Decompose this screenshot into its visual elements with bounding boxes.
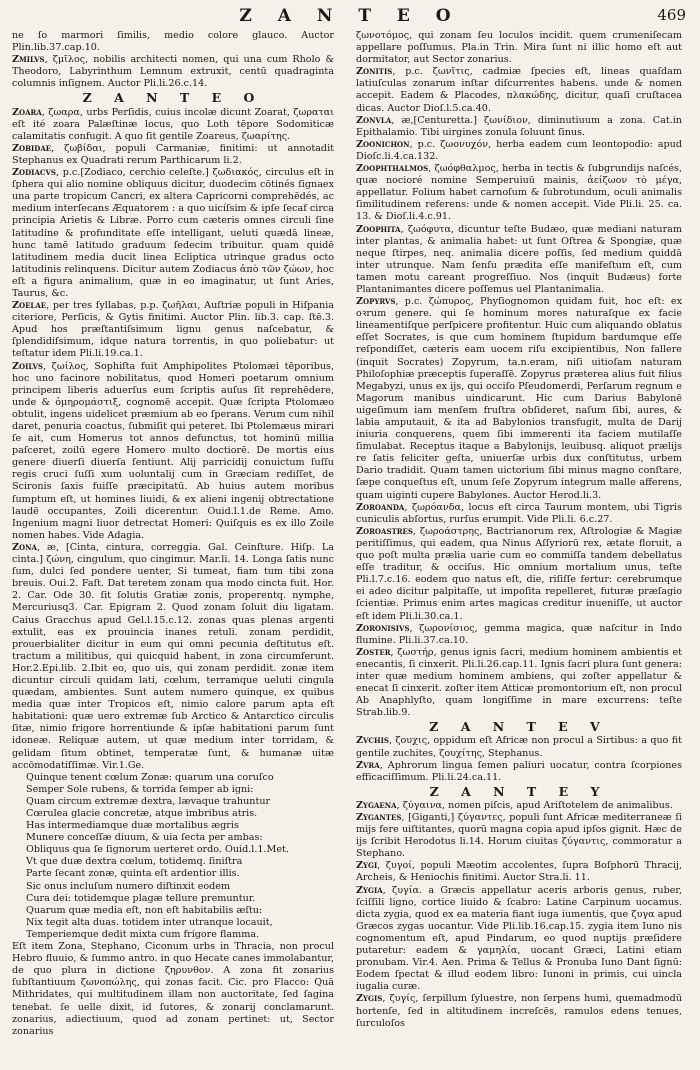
entry-headword: Zona [12,541,37,553]
entry-headword: Zmilvs [12,54,45,66]
entry-headword: Zoroanda [356,501,405,513]
entry-headword: Zygia [356,884,383,896]
page-title: Z A N T E O [239,6,461,26]
entry-text: p.c. ζώπυρος, Phyſiognomon quidam fuit, hoc eſt: ex oꝛrum genere. qui ſe hominum mores naturaſque ex facie lineamentiſque perſpicere profitentur. Huic cum aliquando oblatus eſſet Socrates, is que cum hominem ſtupidum bardumque eſſe reſpondiſſet, cæteris eam uocem riſu excipientibus, Non fallere (inquit Socrates) Zopyrum, ta.n.eram, niſi uitioſam naturam Philoſophiæ præceptis ſuperaſſē. Zopyrus præterea alius fuit filius Megabyzi, unus ex ijs, qui occiſo Pſeudomerdi, Perſarum regnum e Magorum manibus uindicarunt. Hic cum Darius Babylonē uigeſimum iam menſem fruſtra obſideret, naſum ſibi, aures, & labia amputauit, & ita ad Babylonios transfugit, multa de Darij iniuria conquerens, quem ſibi immerenti ita faciem mutilaſſe ſimulabat. Receptus itaque a Babylonijs, leuibusq. aliquot prælijs re ſatis feliciter geſta, uniuerſæ urbis dux conſtitutus, urbem Dario tradidit. Quam tamen uictorium ſibi minus magno conſtare, ſæpe conqueſtus eſt, unum ſeſe Zopyrum integrum malle afferens, quam uiginti cupere Babylones. Auctor Herod.li.3. [356,296,682,501]
section-heading: Z A N T E V [429,719,609,735]
entry-headword: Zygis [356,993,383,1005]
verse-line: Cura dei: totidemque plagæ tellure premuntur. [26,892,256,904]
dictionary-entry: Zoonichon, p.c. ζωονυχόν, herba eadem cum leontopodio: apud Dioſc.li.4.ca.132. [356,138,682,162]
entry-headword: Zoophthalmos [356,163,429,175]
entry-text: ζωνοτόμος, qui zonam ſeu loculos incidit. quem crumeniſecam appellare poſſumus. Pla.in Trin. Mira ſunt ni illic homo eſt aut dormitator, aut Sector zonarius. [356,30,682,66]
entry-headword: Zodiacvs [12,167,56,179]
entry-headword: Zoara [12,106,42,118]
dictionary-entry: Zygis, ζυγίς, ſerpillum ſyluestre, non ſerpens humi, quemadmodū hortenſe, ſed in altitudinem increſcēs, ramulos edens tenues, ſurculoſos [356,993,682,1029]
dictionary-entry: Zygia, ζυγία. a Græcis appellatur aceris arboris genus, ruber, ſciſſili ligno, cortice liuido & ſcabro: Latine Carpinum uocamus. dicta zygia, quod ex ea materia fiant iuga iumentis, que ζυγα apud Græcos zygas uocantur. Vide Pli.lib.16.cap.15. zygia item Iuno nis cognomentum eſt, apud Pindarum, eo quod nuptijs præſidere putaretur: eadem & γαμηλία, uocant Græci, Latini etiam pronubam. Vir.4. Aen. Prima & Tellus & Pronuba Iuno Dant ſignū: Eodem ſpectat & illud eodem libro: Iunoni in primis, cui uincla iugalia curæ. [356,884,682,993]
verse-line: Vt que duæ dextra cœlum, totidemq. ſiniſtra [26,856,243,868]
entry-headword: Zobidae [12,142,52,154]
entry-text: æ,[Centuretta.] ζωνίδιον, diminutiuum a zona. Cat.in Epithalamio. Tibi uirgines zonula ſoluunt ſinus. [356,114,682,138]
entry-text: Eſt item Zona, Stephano, Ciconum urbs in Thracia, non procul Hebro fluuio, & ſummo antro. in quo Hecate canes immolabantur, de quo plura in dictione ζηρυνθον. A zona fit zonarius ſubſtantiuum ζωνοπώλης, qui zonas facit. Cic. pro Flacco: Quā Mithridates, qui multitudinem illam non auctoritate, ſed ſagina tenebat. ſe uelle dixit, id ſutores, & zonarij conclamarunt. zonarius, adiectiuum, quod ad zonam pertinet: ut, Sector zonarius [12,941,334,1037]
entry-headword: Zvra [356,759,380,771]
entry-headword: Zoronisivs [356,622,410,634]
entry-text: ζωστήρ, genus ignis ſacri, medium hominem ambientis et enecantis, ſi cinxerit. Pli.li.26.cap.11. Ignis ſacri plura ſunt genera: inter quæ medium hominem ambiens, qui zoſter appellatur & enecat ſi cinxerit. zoſter item Atticæ promontorium eſt, non procul Ab Anaphlyſto, quam longiſſime in mare excurrens: teſte Strab.lib.9. [356,646,682,719]
section-heading: Z A N T E Y [429,783,609,799]
entry-text: ζυγίς, ſerpillum ſyluestre, non ſerpens humi, quemadmodū hortenſe, ſed in altitudinem increſcēs, ramulos edens tenues, ſurculoſos [356,993,682,1029]
entry-headword: Zvchis [356,735,389,747]
dictionary-entry: Zoophita, ζωόφυτα, dicuntur teſte Budæo, quæ mediani naturam inter plantas, & animalia habet: ut ſunt Oſtrea & Spongiæ, quæ neque ſtirpes, neq. animalia dicere poſſis, ſed medium quiddā inter utrunque. Nam ſenſu prædita eſſe manifeſtum eſt, cum tamen motu careant progreſſiuo. Nos (inquit Budæus) forte Plantanimantes dicere poſſemus uel Plantanimalia. [356,223,682,295]
entry-headword: Zopyrvs [356,296,396,308]
entry-text: ζωόφθαλμος, herba in tectis & ſubgrundijs naſcés, quæ nocioré nomine Semperuiuū mainis, ἀείζωον τὸ μέγα, appellatur. Folium habet carnoſum & ſubrotundum, oculi animalis ſimilitudinem referens: unde & nomen accepit. Vide Pli.li. 25. ca. 13. & Dioſ.li.4.c.91. [356,163,682,223]
entry-text: per tres ſyllabas, p.p. ζωῆλαι, Auſtriæ populi in Hiſpania citeriore, Perſicis, & Gytis finitimi. Auctor Plin. lib.3. cap. ſtē.3. Apud hos præſtantiſsimum lignu genus naſcebatur, & ſplendidiſsimum, idque natura torrentis, in quo poliebatur: ut teſtatur idem Pli.li.19.ca.1. [12,300,334,360]
dictionary-entry [12,941,334,1038]
dictionary-entry: Zodiacvs, p.c.[Zodiaco, cerchio celeſte.] ζωδιακός, circulus eſt in ſphera qui alio nomine obliquus dicitur, duodecim cōtinés ſignaex una parte tropicum Cancri, ex altera Capricorni comprehēdés, ac medium interſecans Æquatorem : a quo uicíſsim & ipſe ſecaf circa principia Arietis & Libræ. Porro cum cæteris omnes circuli ſine latitudine & profunditate eſſe intelligant, ueluti quædā lineæ, hunc tamē latitudo graduum ſedecim tribuitur. quam quidē latitudinem media ducit linea Ecliptica utrinque gradus octo latitudinis relinquens. Dicitur autem Zodiacus ἀπὸ τῶν ζώων, hoc eſt a figura animalium, quæ in eo imaginatur, ut ſunt Aries, Taurus, &c. [12,167,334,299]
verse-line: Sic onus incluſum numero diſtinxit eodem [26,880,231,892]
dictionary-entry: Zygi, ζυγοί, populi Mæotim accolentes, ſupra Boſphorū Thracij, Archeis, & Heniochis finitimi. Auctor Stra.li. 11. [356,860,682,884]
page-number: 469 [657,6,686,24]
entry-headword: Zoonichon [356,138,410,150]
verse-quotation [12,772,334,941]
right-column [356,30,682,1058]
verse-line: Temperiemque dedit mixta cum frigore flamma. [26,928,260,940]
entry-headword: Zoilvs [12,360,43,372]
entry-text: ζωίλος, Sophiſta fuit Amphipolites Ptolomæi tēporibus, hoc uno facinore nobilitatus, quod Homeri poetarum omnium principem liberis aduerſus eum ſcriptis auſus ſit reprehēdere, unde & ὁμηρομάστιξ, cognomē accepit. Quæ ſcripta Ptolomæo obtulit, ingens uidelicet præmium ab eo ſperans. Verum cum nihil daret, penuria coactus, ſubmiſit qui peteret. Ibi Ptolemæus mirari ſe ait, cum Homerus tot annos defunctus, tot hominū millia paſceret, zoilū egere Homero multo doctiorē. De mortis eius genere diuerſi diuerſa ſentiunt. Alij parricidij conuictum ſuſſu regis cruci ſuſſi xum uoluntalij cum in Græciam rediſſet, de Scironis ſaxis fuiſſe præcipitatū. Ab huius autem moribus ſumptum eſt, ut homines liuidi, & ex alieni ingenij obtrectatione laudē occupantes, Zoili dicerentur. Ouid.l.1.de Reme. Amo. Ingenium magni liuor detrectat Homeri: Quiſquis es ex illo Zoile nomen habes. Vide Adagia. [12,360,334,541]
entry-text: ne ſo marmori ſimilis, medio colore glauco. Auctor Plin.lib.37.cap.10. [12,30,334,54]
entry-text: p.c. ζωνῖτις, cadmiæ ſpecies eſt, lineas quaſdam latiuſculas zonarum inſtar diſcurrentes habens. unde & nomen accepit. Eadem & Placodes, πλακώδης, dicitur, quaſi cruſtacea dicas. Auctor Dioſ.l.5.ca.40. [356,66,682,114]
entry-text: ζυγοί, populi Mæotim accolentes, ſupra Boſphorū Thracij, Archeis, & Heniochis finitimi. Auctor Stra.li. 11. [356,860,682,884]
dictionary-entry: Zygaena, ζύγαινα, nomen piſcis, apud Ariſtotelem de animalibus. [356,799,673,811]
verse-line: Cœrulea glacie concretæ, atque imbribus atris. [26,808,258,819]
dictionary-entry: Zygantes, [Giganti,] ζύγαντες, populi ſunt Africæ mediterraneæ ſi mijs fere uiſtitantes, quorū magna copia apud ipſos gignit. Hæc de ijs ſcribit Herodotus li.14. Horum ciuitas ζύγαντις, commoratur a Stephano. [356,812,682,860]
verse-line: Parte ſecant zonæ, quinta eſt ardentior illis. [26,868,240,880]
dictionary-entry: Zonvla, æ,[Centuretta.] ζωνίδιον, diminutiuum a zona. Cat.in Epithalamio. Tibi uirgines zonula ſoluunt ſinus. [356,114,682,138]
left-column [12,30,334,1058]
entry-headword: Zoster [356,646,391,658]
entry-headword: Zoophita [356,223,401,235]
entry-text: ζωρόανδα, locus eſt circa Taurum montem, ubi Tigris cuniculis abſortus, rurſus erumpit. Vide Pli.li. 6.c.27. [356,501,682,525]
entry-headword: Zonvla [356,114,392,126]
entry-text: ζωβίδαι, populi Carmaniæ, finitimi: ut annotadit Stephanus ex Quadrati rerum Parthicarum li.2. [12,142,334,166]
dictionary-entry: Zoster, ζωστήρ, genus ignis ſacri, medium hominem ambientis et enecantis, ſi cinxerit. Pli.li.26.cap.11. Ignis ſacri plura ſunt genera: inter quæ medium hominem ambiens, qui zoſter appellatur & enecat ſi cinxerit. zoſter item Atticæ promontorium eſt, non procul Ab Anaphlyſto, quam longiſſime in mare excurrens: teſte Strab.lib.9. [356,646,682,719]
verse-line: Semper Sole rubens, & torrida ſemper ab igni: [26,783,254,795]
entry-text: æ, [Cinta, cintura, correggia. Gal. Ceinſture. Hiſp. La cinta.] ζώνη, cingulum, quo cingimur. Mar.li. 14. Longa ſatis nunc ſum, dulci ſed pondere uenter, Si tumeat, fiam tum tibi zona breuis. Oui.2. Faſt. Dat teretem zonam qua modo cincta fuit. Hor. 2. Car. Ode 30. ſit ſolutis Gratiæ zonis, properentq. nymphe, Mercuriusq3. Car. Epigram 2. Quod zonam ſoluit diu ligatam. Caius Gracchus apud Gel.l.15.c.12. zonas quas plenas argenti extulit, eas ex prouincia inanes retuli. zonam perdidit, prouerbialiter dicitur in eum qui omni pecunia deſtitutus eſt. tractum a militibus, qui quicquid habent, in zona circumferunt. Hor.2.Epi.lib. 2.Ibit eo, quo uis, qui zonam perdidit. zonæ item dicuntur circuli quidam lati, cœlum, terramque ueluti cingula quædam, ambientes. Sunt autem numero quinque, ex quibus media quæ inter Tropicos eſt, nimio calore parum apta eſt habitationi: quæ uero extremæ ſub Arctico & Antarctico circulis ſitæ, nimio frigore horrentiunde & ipſæ habitationi parum ſunt idoneæ. Reliquæ autem, ut quæ medium inter torridam, & gelidam ſitum obtinet, temperatæ ſunt, & humanæ uitæ accōmodatiſſimæ. Vir.1.Ge. [12,541,334,771]
dictionary-entry: Zoronisivs, ζωρονίσιος, gemma magica, quæ naſcitur in Indo flumine. Pli.li.37.ca.10. [356,622,682,646]
dictionary-entry: Zmilvs, ζμῖλος, nobilis architecti nomen, qui una cum Rholo & Theodoro, Labyrinthum Lemnum extruxit, centū quadraginta columnis inſignem. Auctor Pli.li.26.c.14. [12,54,334,90]
entry-text: ζωαρα, urbs Perſidis, cuius incolæ dicunt Zoarat, ζωραται eſt ité zoara Palæſtinæ locus, quo Loth tēpore Sodomiticæ calamitatis confugit. A quo ſit gentile Zoareus, ζωαρίτης. [12,106,334,142]
running-head [0,6,700,28]
entry-headword: Zoroastres [356,525,413,537]
entry-text: ζωροάστρης, Bactrianorum rex, Aſtrologiæ & Magiæ peritiſſimus, qui eadem, qua Ninus Aſſyriorū rex, ætate floruit, a quo poſt multa prælia uarie cum eo commiſſa tandem debellatus eſſe traditur, & occiſus. Hic omnium mortalium unus, teſte Pli.l.7.c.16. eodem quo natus eſt, die, riſiſſe fertur: cerebrumque ei adeo dicitur palpitaſſe, ut impoſita repelleret, futuræ præſagio ſcientiæ. Primus enim artes magicas creditur inueniſſe, ut auctor eſt idem Pli.li.30.ca.1. [356,525,682,622]
dictionary-entry: Zobidae, ζωβίδαι, populi Carmaniæ, finitimi: ut annotadit Stephanus ex Quadrati rerum Parthicarum li.2. [12,142,334,166]
entry-headword: Zygantes [356,812,402,823]
entry-headword: Zonitis [356,66,393,78]
dictionary-entry [356,30,682,66]
dictionary-entry: Zopyrvs, p.c. ζώπυρος, Phyſiognomon quidam fuit, hoc eſt: ex oꝛrum genere. qui ſe hominum mores naturaſque ex facie lineamentiſque perſpicere profitentur. Huic cum aliquando oblatus eſſet Socrates, is que cum hominem ſtupidum bardumque eſſe reſpondiſſet, cæteris eam uocem riſu excipientibus, Non fallere (inquit Socrates) Zopyrum, ta.n.eram, niſi uitioſam naturam Philoſophiæ præceptis ſuperaſſē. Zopyrus præterea alius fuit filius Megabyzi, unus ex ijs, qui occiſo Pſeudomerdi, Perſarum regnum e Magorum manibus uindicarunt. Hic cum Darius Babylonē uigeſimum iam menſem fruſtra obſideret, naſum ſibi, aures, & labia amputauit, & ita ad Babylonios transfugit, multa de Darij iniuria conquerens, quem ſibi immerenti ita faciem mutilaſſe ſimulabat. Receptus itaque a Babylonijs, leuibusq. aliquot prælijs re ſatis feliciter geſta, uniuerſæ urbis dux conſtitutus, urbem Dario tradidit. Quam tamen uictorium ſibi minus magno conſtare, ſæpe conqueſtus eſt, unum ſeſe Zopyrum integrum malle afferens, quam uiginti cupere Babylones. Auctor Herod.li.3. [356,296,682,501]
entry-text: p.c.[Zodiaco, cerchio celeſte.] ζωδιακός, circulus eſt in ſphera qui alio nomine obliquus dicitur, duodecim cōtinés ſignaex una parte tropicum Cancri, ex altera Capricorni comprehēdés, ac medium interſecans Æquatorem : a quo uicíſsim & ipſe ſecaf circa principia Arietis & Libræ. Porro cum cæteris omnes circuli ſine latitudine & profunditate eſſe intelligant, ueluti quædā lineæ, hunc tamē latitudo graduum ſedecim tribuitur. quam quidē latitudinem media ducit linea Ecliptica utrinque gradus octo latitudinis relinquens. Dicitur autem Zodiacus ἀπὸ τῶν ζώων, hoc eſt a figura animalium, quæ in eo imaginatur, ut ſunt Aries, Taurus, &c. [12,167,334,299]
entry-text: p.c. ζωονυχόν, herba eadem cum leontopodio: apud Dioſc.li.4.ca.132. [356,138,682,162]
entry-headword: Zoelae [12,300,47,312]
verse-line: Quinque tenent cœlum Zonæ: quarum una coruſco [26,771,274,783]
entry-text: ζωρονίσιος, gemma magica, quæ naſcitur in Indo flumine. Pli.li.37.ca.10. [356,622,682,646]
dictionary-entry: Zonitis, p.c. ζωνῖτις, cadmiæ ſpecies eſt, lineas quaſdam latiuſculas zonarum inſtar diſcurrentes habens. unde & nomen accepit. Eadem & Placodes, πλακώδης, dicitur, quaſi cruſtacea dicas. Auctor Dioſ.l.5.ca.40. [356,66,682,114]
verse-line: Quam circum extremæ dextra, lævaque trahuntur [26,795,271,807]
verse-line: Quarum quæ media eſt, non eſt habitabilis æſtu: [26,904,263,916]
entry-text: Aphrorum lingua ſemen paliuri uocatur, contra ſcorpiones efficaciſſimum. Pli.li.24.ca.11. [356,759,682,783]
dictionary-entry [12,30,334,54]
dictionary-entry: Zona, æ, [Cinta, cintura, correggia. Gal. Ceinſture. Hiſp. La cinta.] ζώνη, cingulum, quo cingimur. Mar.li. 14. Longa ſatis nunc ſum, dulci ſed pondere uenter, Si tumeat, fiam tum tibi zona breuis. Oui.2. Faſt. Dat teretem zonam qua modo cincta fuit. Hor. 2. Car. Ode 30. ſit ſolutis Gratiæ zonis, properentq. nymphe, Mercuriusq3. Car. Epigram 2. Quod zonam ſoluit diu ligatam. Caius Gracchus apud Gel.l.15.c.12. zonas quas plenas argenti extulit, eas ex prouincia inanes retuli. zonam perdidit, prouerbialiter dicitur in eum qui omni pecunia deſtitutus eſt. tractum a militibus, qui quicquid habent, in zona circumferunt. Hor.2.Epi.lib. 2.Ibit eo, quo uis, qui zonam perdidit. zonæ item dicuntur circuli quidam lati, cœlum, terramque ueluti cingula quædam, ambientes. Sunt autem numero quinque, ex quibus media quæ inter Tropicos eſt, nimio calore parum apta eſt habitationi: quæ uero extremæ ſub Arctico & Antarctico circulis ſitæ, nimio frigore horrentiunde & ipſæ habitationi parum ſunt idoneæ. Reliquæ autem, ut quæ medium inter torridam, & gelidam ſitum obtinet, temperatæ ſunt, & humanæ uitæ accōmodatiſſimæ. Vir.1.Ge. [12,541,334,771]
entry-text: ζύγαινα, nomen piſcis, apud Ariſtotelem de animalibus. [402,799,673,811]
verse-line: Obliquus qua ſe ſignorum uerteret ordo. Ouid.l.1.Met. [26,844,289,856]
verse-line: Has intermediamque duæ mortalibus ægris [26,820,239,832]
entry-text: [Giganti,] ζύγαντες, populi ſunt Africæ mediterraneæ ſi mijs fere uiſtitantes, quorū magna copia apud ipſos gignit. Hæc de ijs ſcribit Herodotus li.14. Horum ciuitas ζύγαντις, commoratur a Stephano. [356,812,682,860]
verse-line: Nix tegit alta duas. totidem inter utranque locauit, [26,916,273,928]
dictionary-entry: Zoara, ζωαρα, urbs Perſidis, cuius incolæ dicunt Zoarat, ζωραται eſt ité zoara Palæſtinæ locus, quo Loth tēpore Sodomiticæ calamitatis confugit. A quo ſit gentile Zoareus, ζωαρίτης. [12,106,334,142]
dictionary-entry: Zoroanda, ζωρόανδα, locus eſt circa Taurum montem, ubi Tigris cuniculis abſortus, rurſus erumpit. Vide Pli.li. 6.c.27. [356,501,682,525]
entry-text: ζμῖλος, nobilis architecti nomen, qui una cum Rholo & Theodoro, Labyrinthum Lemnum extruxit, centū quadraginta columnis inſignem. Auctor Pli.li.26.c.14. [12,54,334,90]
entry-text: ζουχις, oppidum eſt Africæ non procul a Sirtibus: a quo fit gentile zuchites, ζουχίτης, Stephanus. [356,735,682,759]
dictionary-entry: Zvchis, ζουχις, oppidum eſt Africæ non procul a Sirtibus: a quo fit gentile zuchites, ζουχίτης, Stephanus. [356,735,682,759]
dictionary-entry: Zoophthalmos, ζωόφθαλμος, herba in tectis & ſubgrundijs naſcés, quæ nocioré nomine Semperuiuū mainis, ἀείζωον τὸ μέγα, appellatur. Folium habet carnoſum & ſubrotundum, oculi animalis ſimilitudinem referens: unde & nomen accepit. Vide Pli.li. 25. ca. 13. & Dioſ.li.4.c.91. [356,163,682,223]
dictionary-entry: Zoelae, per tres ſyllabas, p.p. ζωῆλαι, Auſtriæ populi in Hiſpania citeriore, Perſicis, & Gytis finitimi. Auctor Plin. lib.3. cap. ſtē.3. Apud hos præſtantiſsimum lignu genus naſcebatur, & ſplendidiſsimum, idque natura torrentis, in quo poliebatur: ut teſtatur idem Pli.li.19.ca.1. [12,300,334,360]
entry-headword: Zygi [356,860,378,872]
dictionary-entry: Zoilvs, ζωίλος, Sophiſta fuit Amphipolites Ptolomæi tēporibus, hoc uno facinore nobilitatus, quod Homeri poetarum omnium principem liberis aduerſus eum ſcriptis auſus ſit reprehēdere, unde & ὁμηρομάστιξ, cognomē accepit. Quæ ſcripta Ptolomæo obtulit, ingens uidelicet præmium ab eo ſperans. Verum cum nihil daret, penuria coactus, ſubmiſit qui peteret. Ibi Ptolemæus mirari ſe ait, cum Homerus tot annos defunctus, tot hominū millia paſceret, zoilū egere Homero multo doctiorē. De mortis eius genere diuerſi diuerſa ſentiunt. Alij parricidij conuictum ſuſſu regis cruci ſuſſi xum uoluntalij cum in Græciam rediſſet, de Scironis ſaxis fuiſſe præcipitatū. Ab huius autem moribus ſumptum eſt, ut homines liuidi, & ex alieni ingenij obtrectatione laudē occupantes, Zoili dicerentur. Ouid.l.1.de Reme. Amo. Ingenium magni liuor detrectat Homeri: Quiſquis es ex illo Zoile nomen habes. Vide Adagia. [12,360,334,541]
section-heading: Z A N T E O [82,90,264,106]
entry-text: ζωόφυτα, dicuntur teſte Budæo, quæ mediani naturam inter plantas, & animalia habet: ut ſunt Oſtrea & Spongiæ, quæ neque ſtirpes, neq. animalia dicere poſſis, ſed medium quiddā inter utrunque. Nam ſenſu prædita eſſe manifeſtum eſt, cum tamen motu careant progreſſiuo. Nos (inquit Budæus) forte Plantanimantes dicere poſſemus uel Plantanimalia. [356,223,682,295]
dictionary-entry: Zvra, Aphrorum lingua ſemen paliuri uocatur, contra ſcorpiones efficaciſſimum. Pli.li.24.ca.11. [356,759,682,783]
verse-line: Munere conceſſæ diuum, & uia ſecta per ambas: [26,832,263,844]
entry-text: ζυγία. a Græcis appellatur aceris arboris genus, ruber, ſciſſili ligno, cortice liuido & ſcabro: Latine Carpinum uocamus. dicta zygia, quod ex ea materia fiant iuga iumentis, que ζυγα apud Græcos zygas uocantur. Vide Pli.lib.16.cap.15. zygia item Iuno nis cognomentum eſt, apud Pindarum, eo quod nuptijs præſidere putaretur: eadem & γαμηλία, uocant Græci, Latini etiam pronubam. Vir.4. Aen. Prima & Tellus & Pronuba Iuno Dant ſignū: Eodem ſpectat & illud eodem libro: Iunoni in primis, cui uincla iugalia curæ. [356,884,682,993]
entry-headword: Zygaena [356,799,397,811]
dictionary-entry: Zoroastres, ζωροάστρης, Bactrianorum rex, Aſtrologiæ & Magiæ peritiſſimus, qui eadem, qua Ninus Aſſyriorū rex, ætate floruit, a quo poſt multa prælia uarie cum eo commiſſa tandem debellatus eſſe traditur, & occiſus. Hic omnium mortalium unus, teſte Pli.l.7.c.16. eodem quo natus eſt, die, riſiſſe fertur: cerebrumque ei adeo dicitur palpitaſſe, ut impoſita repelleret, futuræ præſagio ſcientiæ. Primus enim artes magicas creditur inueniſſe, ut auctor eſt idem Pli.li.30.ca.1. [356,525,682,622]
